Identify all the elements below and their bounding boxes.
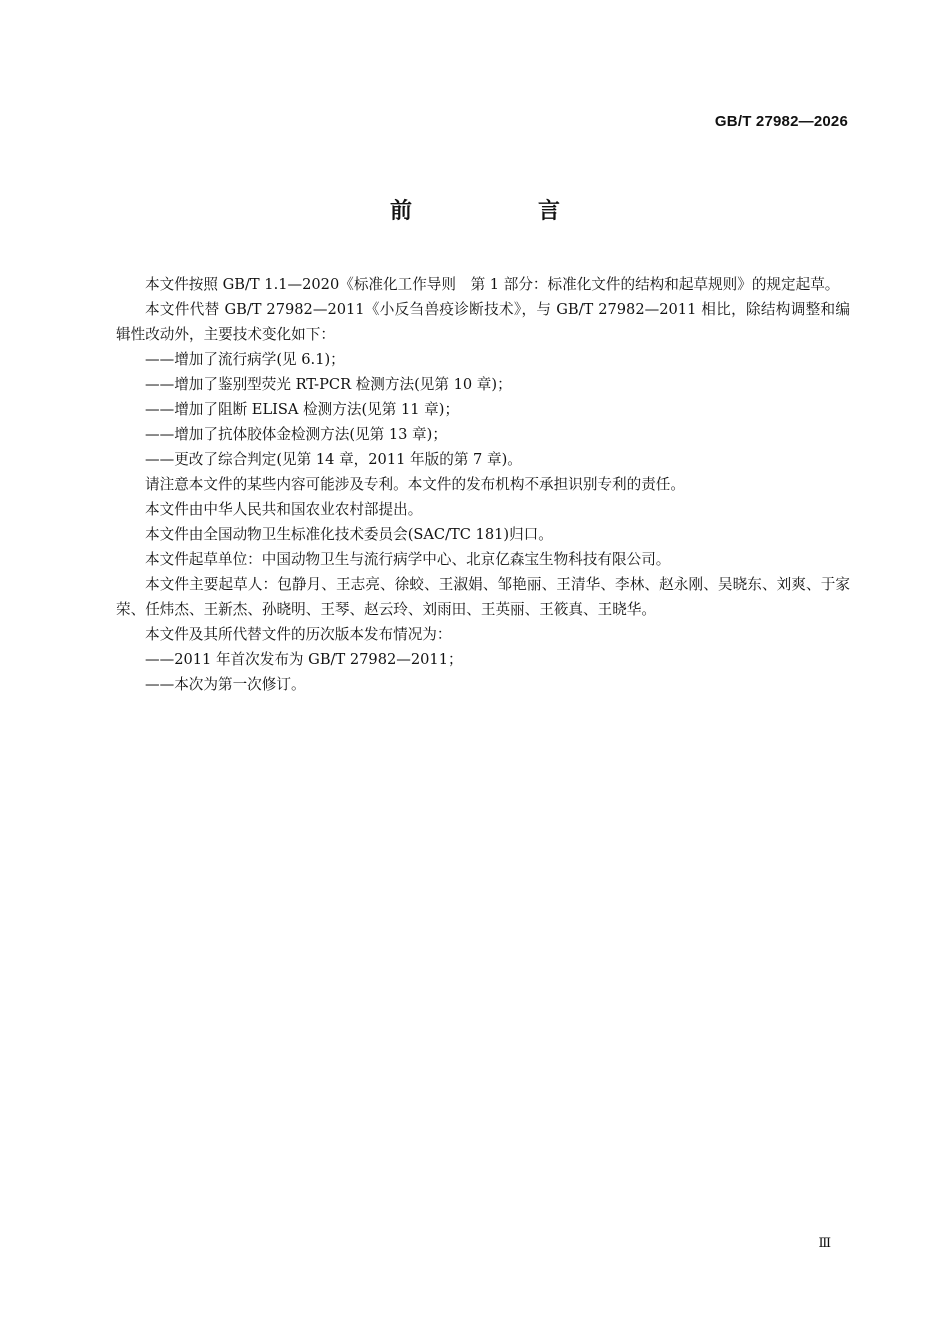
change-item: ——增加了鉴别型荧光 RT-PCR 检测方法(见第 10 章)； xyxy=(145,376,512,393)
history-item: ——本次为第一次修订。 xyxy=(145,676,306,693)
change-item: ——增加了流行病学(见 6.1)； xyxy=(145,351,345,368)
paragraph-administered-by: 本文件由全国动物卫生标准化技术委员会(SAC/TC 181)归口。 xyxy=(145,526,553,543)
page-number: Ⅲ xyxy=(818,1236,831,1251)
document-code: GB/T 27982—2026 xyxy=(714,113,848,130)
change-item: ——增加了抗体胶体金检测方法(见第 13 章)； xyxy=(145,426,447,443)
paragraph-drafting-units: 本文件起草单位：中国动物卫生与流行病学中心、北京亿森宝生物科技有限公司。 xyxy=(145,551,671,568)
paragraph-proposed-by: 本文件由中华人民共和国农业农村部提出。 xyxy=(145,501,423,518)
paragraph-drafting-rules: 本文件按照 GB/T 1.1—2020《标准化工作导则 第 1 部分：标准化文件的结构和起草规则》的规定起草。 xyxy=(145,276,840,293)
change-item: ——更改了综合判定(见第 14 章，2011 年版的第 7 章)。 xyxy=(145,451,522,468)
paragraph-replaces: 本文件代替 GB/T 27982—2011《小反刍兽疫诊断技术》，与 GB/T 27982—2011 相比，除结构调整和编辑性改动外，主要技术变化如下： xyxy=(116,301,850,343)
foreword-body xyxy=(116,272,850,697)
page-title: 前 言 xyxy=(389,199,612,224)
paragraph-history-intro: 本文件及其所代替文件的历次版本发布情况为： xyxy=(145,626,452,643)
paragraph-drafters: 本文件主要起草人：包静月、王志亮、徐蛟、王淑娟、邹艳丽、王清华、李林、赵永刚、吴晓东、刘爽、于家荣、任炜杰、王新杰、孙晓明、王琴、赵云玲、刘雨田、王英丽、王筱真、王晓华。 xyxy=(116,576,850,618)
history-item: ——2011 年首次发布为 GB/T 27982—2011； xyxy=(145,651,463,668)
change-item: ——增加了阻断 ELISA 检测方法(见第 11 章)； xyxy=(145,401,460,418)
paragraph-patent-notice: 请注意本文件的某些内容可能涉及专利。本文件的发布机构不承担识别专利的责任。 xyxy=(145,476,685,493)
